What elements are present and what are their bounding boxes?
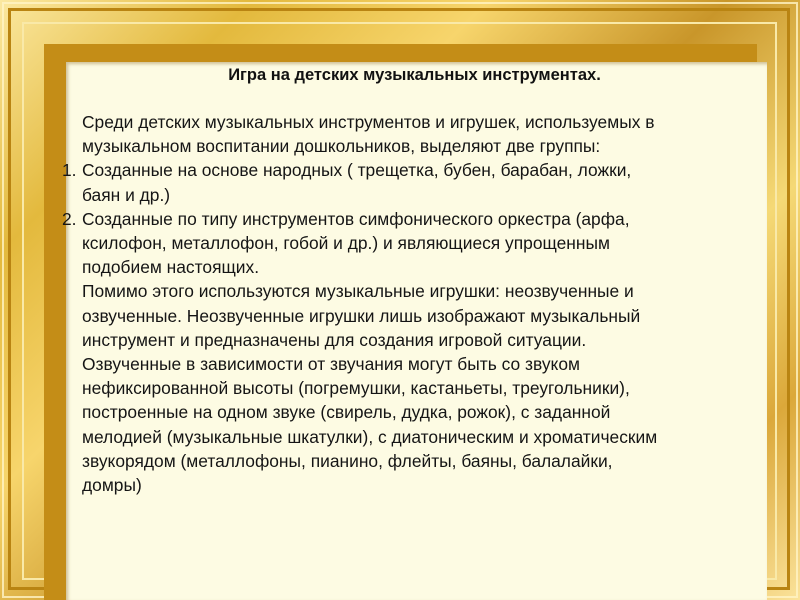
- list-item-text: Созданные по типу инструментов симфонического оркестра (арфа,: [82, 208, 630, 229]
- intro-line: музыкальном воспитании дошкольников, выделяют две группы:: [82, 136, 601, 157]
- slide-text: [62, 110, 762, 497]
- body-line: мелодией (музыкальные шкатулки), с диатоническим и хроматическим: [82, 426, 658, 447]
- body-line: Озвученные в зависимости от звучания могут быть со звуком: [82, 354, 580, 375]
- body-line: домры): [82, 475, 142, 496]
- list-item-continuation: подобием настоящих.: [82, 257, 260, 278]
- slide-title: Игра на детских музыкальных инструментах.: [228, 66, 601, 84]
- body-line: звукорядом (металлофоны, пианино, флейты, баяны, балалайки,: [82, 450, 613, 471]
- list-item: [62, 207, 762, 231]
- body-line: построенные на одном звуке (свирель, дудка, рожок), с заданной: [82, 402, 611, 423]
- list-number: 1.: [62, 160, 77, 181]
- body-line: озвученные. Неозвученные игрушки лишь изображают музыкальный: [82, 305, 641, 326]
- intro-line: Среди детских музыкальных инструментов и игрушек, используемых в: [82, 112, 655, 132]
- list-item-text: Созданные на основе народных ( трещетка, бубен, барабан, ложки,: [82, 160, 632, 181]
- body-line: Помимо этого используются музыкальные игрушки: неозвученные и: [82, 281, 634, 302]
- list-number: 2.: [62, 208, 77, 229]
- list-item-continuation: ксилофон, металлофон, гобой и др.) и являющиеся упрощенным: [82, 233, 610, 254]
- body-line: нефиксированной высоты (погремушки, кастаньеты, треугольники),: [82, 378, 630, 399]
- list-item-continuation: баян и др.): [82, 184, 171, 205]
- body-line: инструмент и предназначены для создания игровой ситуации.: [82, 329, 587, 350]
- list-item: [62, 158, 762, 182]
